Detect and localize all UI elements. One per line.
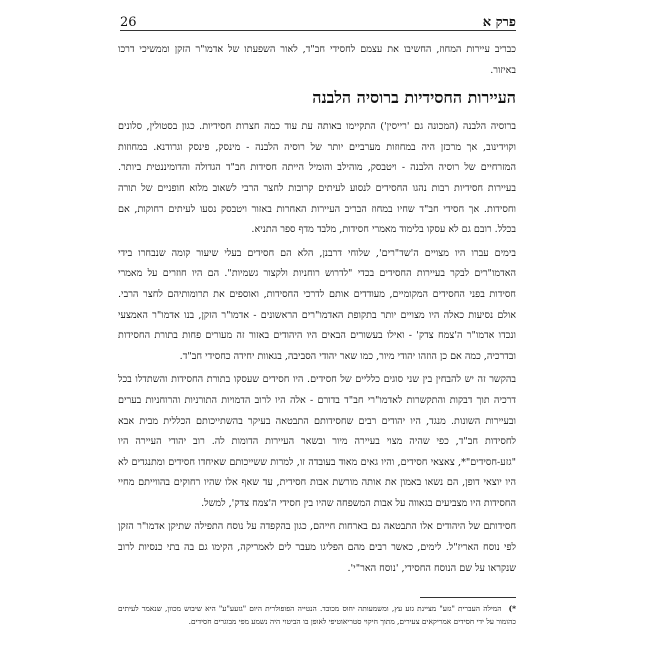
chapter-title: פרק א (482, 15, 516, 30)
paragraph: חסידותם של היהודים אלו התבטאה גם בארחות חייהם, כגון בהקפדה על נוסח התפילה שתיקן אדמו"ר הזקן לפי נוסח האריז"ל. לימים, כאשר רבים מהם הפליגו מעבר לים לאמריקה, הקימו גם בה בתי כנסיות לרוב שנקראו על שם הנוסח החסידי, 'נוסח האר"י'. (118, 521, 516, 574)
footnote-divider (420, 597, 516, 598)
paragraph: ברוסיה הלבנה (המכונה גם 'רייסין') התקיימו באותה עת עוד כמה חצרות חסידיות. כגון בסטולין, סלונים וקוידינוב, אך מרכזן היה במחוזות מערביים יותר של רוסיה הלבנה - מינסק, פינסק וגרודנא. במחוזות המזרחיים של רוסיה הלבנה - ויטבסק, מוהילב והומיל הייתה חסידות חב"ד הגדולה והדומיננטית ביותר. בעיירות חסידיות רבות נהגו החסידים לנסוע לעיתים קרובות לחצר הרבי לשאוב מלוא חופניים של תורה וחסידות. אך חסידי חב"ד שחיו במחוז הבריב העיירות האחרות באזור ויטבסק נסעו לעיתים רחוקות, אם בכלל. רובם גם לא עסקו בלימוד מאמרי חסידות, מלבד מדף ספר התניא. (118, 121, 516, 236)
page-body (118, 40, 516, 582)
page-number: 26 (120, 15, 137, 30)
page-header (120, 8, 516, 31)
paragraph: בימים עברו היו מצויים ה'שד"רים', שלוחי דרבנן, הלא הם חסידים בעלי שיעור קומה שנבחרו בידי האדמו"רים לבקר בעיירות החסידים בכדי "לדרוש רוחניות ולקצור גשמיות". הם היו חוזרים על מאמרי חסידות בפני החסידים המקומיים, מעודדים אותם לדרכי החסידות, ואוספים את תרומותיהם לחצר הרבי. אולם נסיעות כאלה היו מצויים יותר בתקופת האדמו"רים הראשונים - אדמו"ר הזקן, בנו אדמו"ר האמצעי ונכדו אדמו"ר ה'צמח צדק' - ואילו בעשורים הבאים היו היהודים באזור זה מעורים פחות בתורת החסידות ובדרכיה, כמה אם כן הוזהו יהודי מיור, כמו שאר יהודי הסביבה, בגאוות יחידה כחסידי חב"ד. (118, 247, 516, 362)
footnote (118, 602, 516, 628)
footnote-mark: *) (508, 604, 516, 613)
paragraph-continued: כבריב עיירות המחוז, החשיבו את עצמם לחסידי חב"ד, לאור השפעתו של אדמו"ר הזקן וממשיכי דרכו באיזור. (118, 44, 516, 76)
footnote-text: המילה העברית "גזע" מציינת גזע עץ, ומשמעותה יחוס מכובד. הנטייה הפופולרית היום "גזעע"ע" היא שיבוש מכוון, שנאמר לעיתים כהומור על ידי חסידים אמריקאים צעירים, מתוך חיקוי סטריאוטיפי לאופן בו הביטוי היה נשמע מפי מבוגרים חסידים. (118, 604, 516, 626)
paragraph: בהקשר זה יש להבחין בין שני סוגים כלליים של חסידים. היו חסידים שעסקו בתורת החסידות והשתדלו בכל דרכיה תוך דבקות והתקשרות לאדמו"רי חב"ד בדורם - אלה היו לרוב הדמויות התורניות והרוחניות בערים ובעיירות השונות. מנגד, היו יהודים רבים שחסידותם התבטאה בעיקר בהשתייכותם הכללית מבית אבא לחסידות חב"ד, כפי שהיה מצוי בעיירה מיור ובשאר העיירות הדומות לה. רוב יהודי העיירה היו "גזע-חסידים"*, צאצאי חסידים, והיו גאים מאוד בעובדה זו, למרות ששייכותם שאיחדו חסידים ומתנגדים לא היו יוצאי דופן, הם נשאו באמון את אותה מורשת אבות חסידית, עד שאף אלו שהיו רחוקים בהווייתם מחיי החסידות היו מצביעים בגאווה על אבות המשפחה שהיו בין חסידי ה'צמח צדק', למשל. (118, 374, 516, 509)
section-title: העיירות החסידיות ברוסיה הלבנה (312, 88, 516, 108)
